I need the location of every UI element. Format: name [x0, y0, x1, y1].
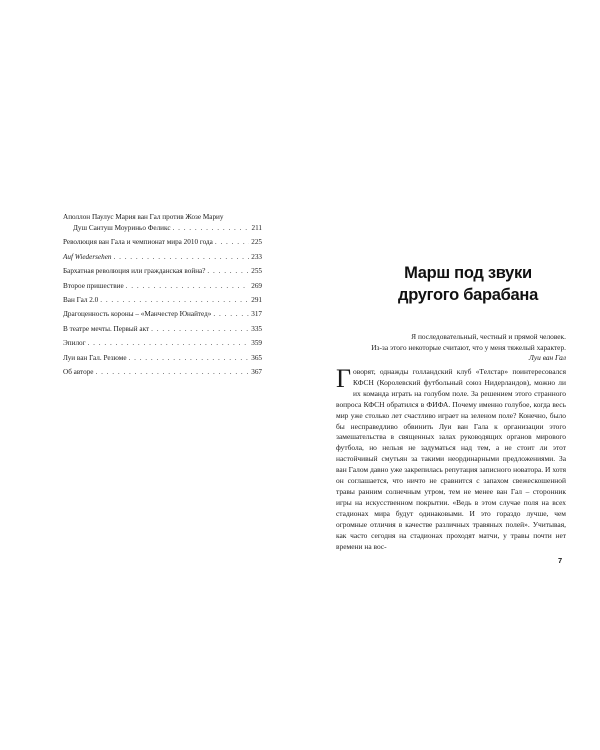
toc-entry — [63, 295, 262, 306]
toc-leader-dots — [151, 324, 249, 335]
epigraph-author: Луи ван Гал — [528, 353, 566, 363]
toc-entry — [63, 338, 262, 349]
toc-leader-dots — [100, 295, 249, 306]
toc-entry-title: Эпилог — [63, 339, 86, 348]
toc-entry-page: 335 — [251, 324, 262, 333]
toc-leader-dots — [126, 281, 250, 292]
toc-list — [63, 223, 262, 378]
toc-entry-title: Революция ван Гала и чемпионат мира 2010 года — [63, 238, 213, 247]
toc-leader-dots — [88, 338, 250, 349]
toc-entry-page: 225 — [251, 238, 262, 247]
chapter-title-line1: Марш под звуки — [404, 264, 532, 282]
epigraph-line1: Я последовательный, честный и прямой человек. — [411, 332, 566, 341]
epigraph-line2: Из-за этого некоторые считают, что у меня тяжелый характер. — [371, 342, 566, 352]
toc-leader-dots — [215, 237, 249, 248]
toc-leader-dots — [213, 309, 249, 320]
toc-entry — [63, 252, 262, 263]
toc-entry — [63, 266, 262, 277]
toc-entry-title: Второе пришествие — [63, 281, 124, 290]
table-of-contents — [63, 212, 262, 381]
toc-entry-title: Бархатная революция или гражданская война? — [63, 267, 206, 276]
toc-entry-page: 211 — [251, 224, 262, 232]
toc-entry-page: 367 — [251, 367, 262, 376]
toc-entry — [63, 223, 262, 234]
toc-entry-title: В театре мечты. Первый акт — [63, 324, 150, 333]
chapter-title — [372, 262, 564, 306]
toc-entry — [63, 353, 262, 364]
toc-entry-page: 255 — [251, 267, 262, 276]
toc-entry — [63, 237, 262, 248]
body-paragraph — [336, 364, 566, 552]
toc-entry-title: Ван Гал 2.0 — [63, 295, 99, 304]
chapter-title-line2: другого барабана — [398, 286, 538, 304]
chapter-body — [336, 364, 566, 552]
drop-cap: Г — [336, 364, 352, 393]
toc-leader-dots — [95, 367, 249, 378]
toc-entry-title: Душ Сантуш Моуриньо Феликс — [73, 224, 171, 232]
toc-leader-dots — [173, 223, 250, 234]
toc-entry — [63, 324, 262, 335]
toc-entry-title: Auf Wiedersehen — [63, 252, 112, 261]
toc-entry-page: 365 — [251, 353, 262, 362]
toc-entry-page: 317 — [251, 310, 262, 319]
toc-leader-dots — [114, 252, 250, 263]
toc-entry-page: 359 — [251, 339, 262, 348]
toc-entry-page: 269 — [251, 281, 262, 290]
toc-entry-title: Об авторе — [63, 367, 94, 376]
epigraph — [336, 332, 566, 364]
right-page — [300, 0, 600, 750]
toc-entry — [63, 281, 262, 292]
toc-leader-dots — [207, 266, 249, 277]
toc-entry-title: Драгоценность короны – «Манчестер Юнайтед» — [63, 310, 212, 319]
body-paragraph-text: оворят, однажды голландский клуб «Телстар» поинтересовался КФСН (Королевский футбольный союз Нидерландов), можно ли их команда играть на голубом поле. За решением этого странного вопроса КФСН обратился в ФИФА. Почему именно голубое, когда весь мир уже столько лет счастливо играет на зеленом поле? Конечно, было бы несправедливо обвинить Луи ван Гала к организации этого замешательства в священных залах руководящих органов мирового футбола, но нельзя не задуматься над тем, а не стоит ли этот настойчивый смутьян за такими неординарными предложениями. За ван Галом давно уже закрепилась репутация записного новатора. И хотя он соглашается, что ничто не сравнится с запахом свежескошенной травы ранним солнечным утром, тем не менее ван Гал – сторонник игры на искусственном покрытии. «Ведь в этом случае поля на всех стадионах мира будут одинаковыми. И это гораздо лучше, чем огромные отличия в качестве различных травяных полей». Учитывая, как часто сегодня на стадионах проходят матчи, у травы почти нет времени на вос- — [336, 367, 566, 551]
toc-entry — [63, 309, 262, 320]
page-number: 7 — [558, 556, 563, 565]
toc-leader-dots — [129, 353, 250, 364]
toc-entry-page: 233 — [251, 252, 262, 261]
toc-entry-title: Луи ван Гал. Резюме — [63, 353, 127, 362]
toc-entry — [63, 367, 262, 378]
toc-entry-page: 291 — [251, 295, 262, 304]
toc-entry-first-line: Аполлон Паулус Мария ван Гал против Жозе Мариу — [63, 213, 224, 221]
